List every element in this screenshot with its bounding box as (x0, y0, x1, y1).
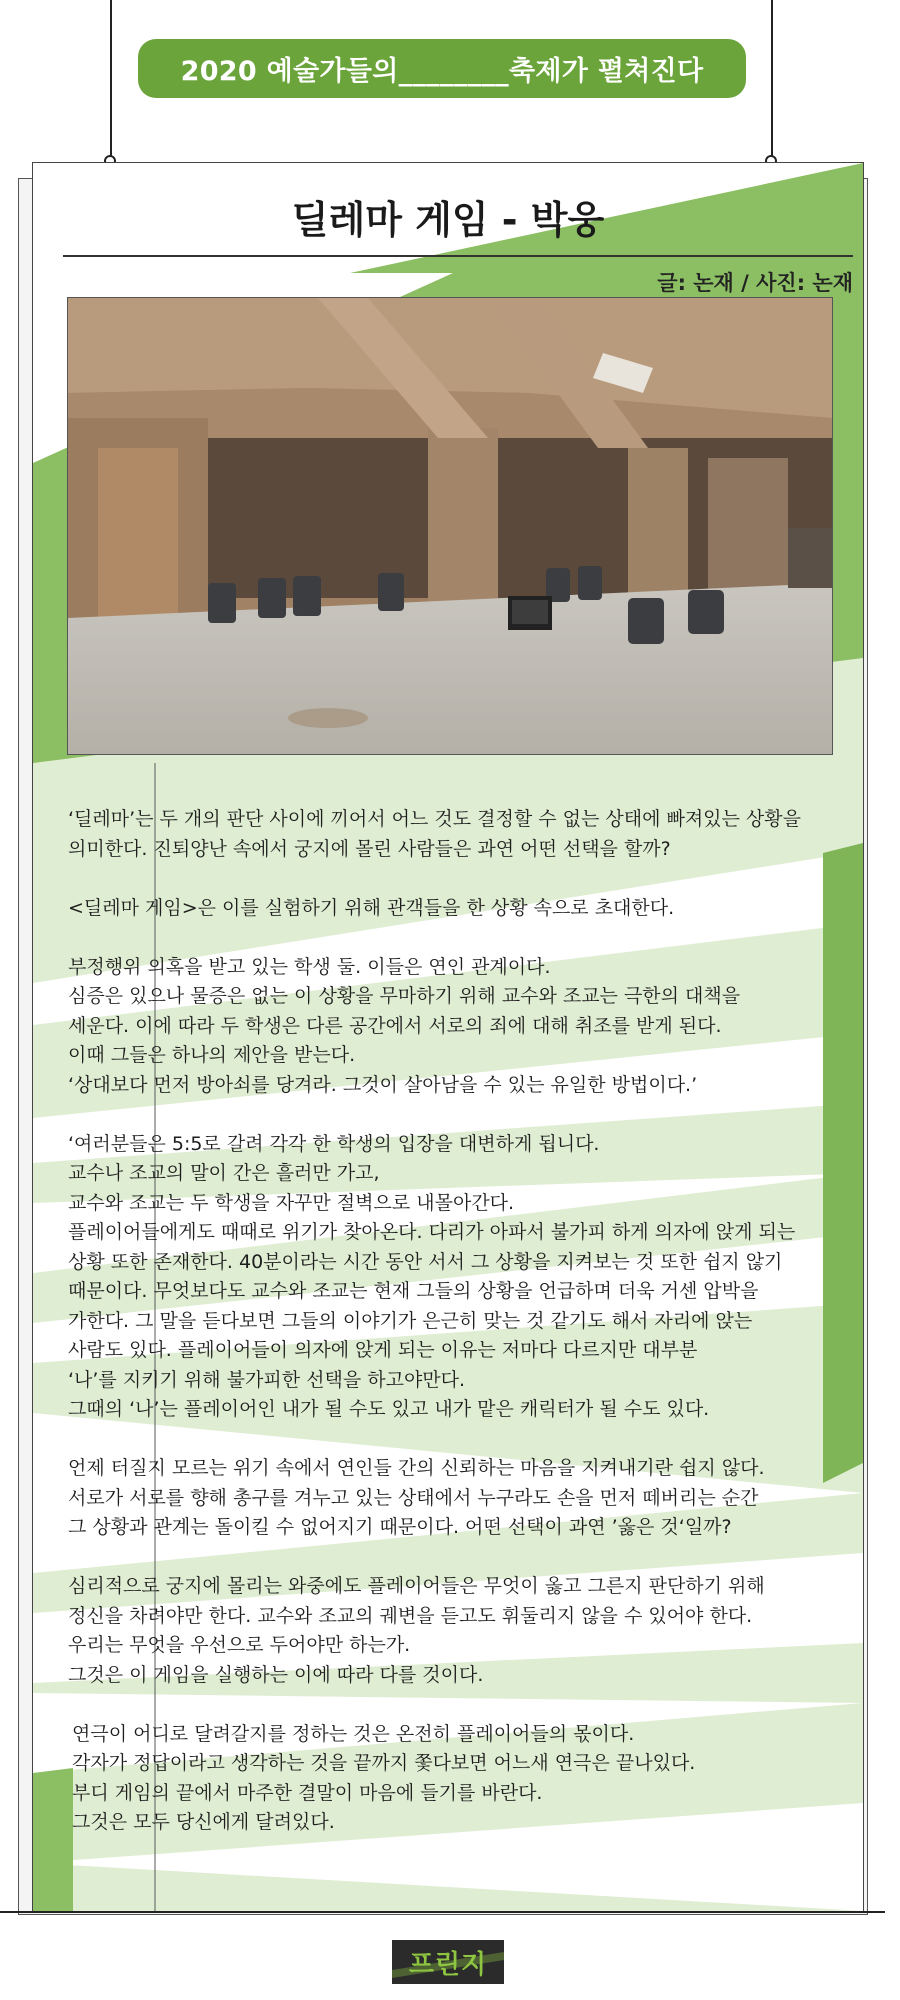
fringe-logo (392, 1940, 504, 1984)
photo-illustration (68, 298, 832, 754)
article-body (68, 805, 858, 1838)
bottom-divider (0, 1911, 885, 1913)
paragraph-invitation: <딜레마 게임>은 이를 실험하기 위해 관객들을 한 상황 속으로 초대한다. (68, 896, 675, 919)
poster-card (32, 162, 864, 1912)
header-banner (138, 39, 746, 98)
logo-text: 프린지 (408, 1950, 488, 1980)
paragraph-judgement: 심리적으로 궁지에 몰리는 와중에도 플레이어들은 무엇이 옳고 그른지 판단하기 위해 정신을 차려야만 한다. 교수와 조교의 궤변을 듣고도 휘둘리지 않을 수 있어야 한다. 우리는 무엇을 우선으로 두어야만 하는가. 그것은 이 게임을 실행하는 이에 따라 다를 것이다. (68, 1575, 765, 1686)
byline: 글: 논재 / 사진: 논재 (657, 271, 853, 295)
paragraph-setup: 부정행위 의혹을 받고 있는 학생 둘. 이들은 연인 관계이다. 심증은 있으나 물증은 없는 이 상황을 무마하기 위해 교수와 조교는 극한의 대책을 세운다. 이에 따라 두 학생은 다른 공간에서 서로의 죄에 대해 취조를 받게 된다. 이때 그들은 하나의 제안을 받는다. ‘상대보다 먼저 방아쇠를 당겨라. 그것이 살아남을 수 있는 유일한 방법이다.’ (68, 955, 741, 1096)
paragraph-players: ‘여러분들은 5:5로 갈려 각각 한 학생의 입장을 대변하게 됩니다. 교수나 조교의 말이 간은 흘러만 가고, 교수와 조교는 두 학생을 자꾸만 절벽으로 내몰아간다. 플레이어들에게도 때때로 위기가 찾아온다. 다리가 아파서 불가피 하게 의자에 앉게 되는 상황 또한 존재한다. 40분이라는 시간 동안 서서 그 상황을 지켜보는 것 또한 쉽지 않기 때문이다. 무엇보다도 교수와 조교는 현재 그들의 상황을 언급하며 더욱 거센 압박을 가한다. 그 말을 듣다보면 그들의 이야기가 은근히 맞는 것 같기도 해서 자리에 앉는 사람도 있다. 플레이어들이 의자에 앉게 되는 이유는 저마다 다르지만 대부분 ‘나’를 지키기 위해 불가피한 선택을 하고야만다. 그때의 ‘나’는 플레이어인 내가 될 수도 있고 내가 맡은 캐릭터가 될 수도 있다. (68, 1132, 796, 1420)
header-title: 2020 예술가들의________축제가 펼쳐진다 (180, 56, 704, 87)
title-divider (63, 255, 853, 257)
paragraph-closing: 연극이 어디로 달려갈지를 정하는 것은 온전히 플레이어들의 몫이다. 각자가 정답이라고 생각하는 것을 끝까지 쫓다보면 어느새 연극은 끝나있다. 부디 게임의 끝에서 마주한 결말이 마음에 들기를 바란다. 그것은 모두 당신에게 달려있다. (72, 1722, 696, 1833)
performance-photo (67, 297, 833, 755)
paragraph-trust: 언제 터질지 모르는 위기 속에서 연인들 간의 신뢰하는 마음을 지켜내기란 쉽지 않다. 서로가 서로를 향해 총구를 겨누고 있는 상태에서 누구라도 손을 먼저 떼버리는 순간 그 상황과 관계는 돌이킬 수 없어지기 때문이다. 어떤 선택이 과연 ’옳은 것‘일까? (68, 1457, 765, 1538)
hanging-string-left (110, 0, 112, 156)
poster-title: 딜레마 게임 - 박웅 (291, 198, 605, 242)
paragraph-intro: ‘딜레마’는 두 개의 판단 사이에 끼어서 어느 것도 결정할 수 없는 상태에 빠져있는 상황을 의미한다. 진퇴양난 속에서 궁지에 몰린 사람들은 과연 어떤 선택을 할까? (68, 808, 801, 860)
hanging-string-right (771, 0, 773, 156)
